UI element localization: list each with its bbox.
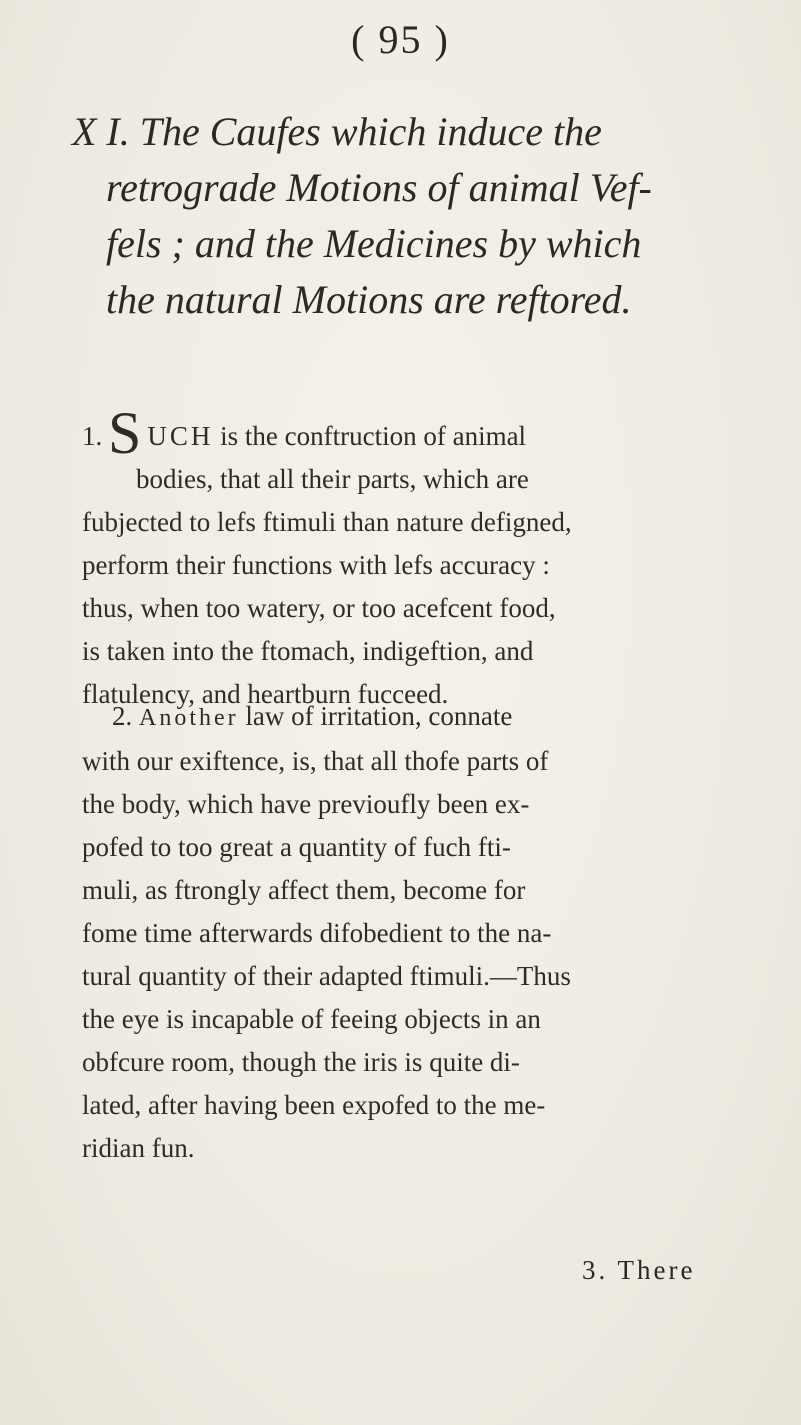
- paragraph-number: 2.: [112, 701, 133, 731]
- paragraph-line: obfcure room, though the iris is quite di-: [82, 1047, 520, 1077]
- section-heading: [72, 104, 772, 328]
- paragraph-line: ridian fun.: [82, 1133, 195, 1163]
- small-caps-word: Another: [139, 705, 239, 731]
- paragraph-text: law of irritation, connate: [238, 701, 513, 731]
- paragraph-line: lated, after having been expofed to the me-: [82, 1090, 546, 1120]
- paragraph-line: is taken into the ftomach, indigeftion, and: [82, 636, 534, 666]
- paragraph-line: tural quantity of their adapted ftimuli.—Thus: [82, 961, 571, 991]
- paragraph-1: [0, 400, 801, 716]
- paragraph-text: is the conftruction of animal: [213, 421, 527, 451]
- paragraph-line: the eye is incapable of feeing objects in an: [82, 1004, 541, 1034]
- paragraph-number: 1.: [82, 421, 103, 451]
- paragraph-2: [0, 695, 801, 1170]
- paragraph-line: with our exiftence, is, that all thofe parts of: [82, 746, 549, 776]
- paragraph-line: pofed to too great a quantity of fuch fti-: [82, 832, 511, 862]
- paragraph-line: fubjected to lefs ftimuli than nature defigned,: [82, 507, 572, 537]
- paragraph-line: flatulency, and heartburn fucceed.: [82, 679, 449, 709]
- heading-line: retrograde Motions of animal Vef-: [106, 165, 652, 210]
- paragraph-first-line: [0, 400, 801, 466]
- paragraph-line: bodies, that all their parts, which are: [136, 464, 529, 494]
- paragraph-line: thus, when too watery, or too acefcent food,: [82, 593, 556, 623]
- paragraph-line: the body, which have previoufly been ex-: [82, 789, 530, 819]
- paragraph-line: fome time afterwards difobedient to the na-: [82, 918, 552, 948]
- small-caps-word: UCH: [147, 421, 214, 451]
- page-number: ( 95 ): [351, 17, 450, 62]
- paragraph-line: muli, as ftrongly affect them, become for: [82, 875, 526, 905]
- heading-line: X I. The Caufes which induce the: [72, 109, 602, 154]
- catchword: 3. There: [582, 1255, 696, 1285]
- paragraph-line: perform their functions with lefs accuracy :: [82, 550, 550, 580]
- drop-cap: S: [108, 400, 142, 466]
- paragraph-first-line: [0, 695, 801, 740]
- heading-line: fels ; and the Medicines by which: [106, 221, 642, 266]
- heading-line: the natural Motions are reftored.: [106, 277, 632, 322]
